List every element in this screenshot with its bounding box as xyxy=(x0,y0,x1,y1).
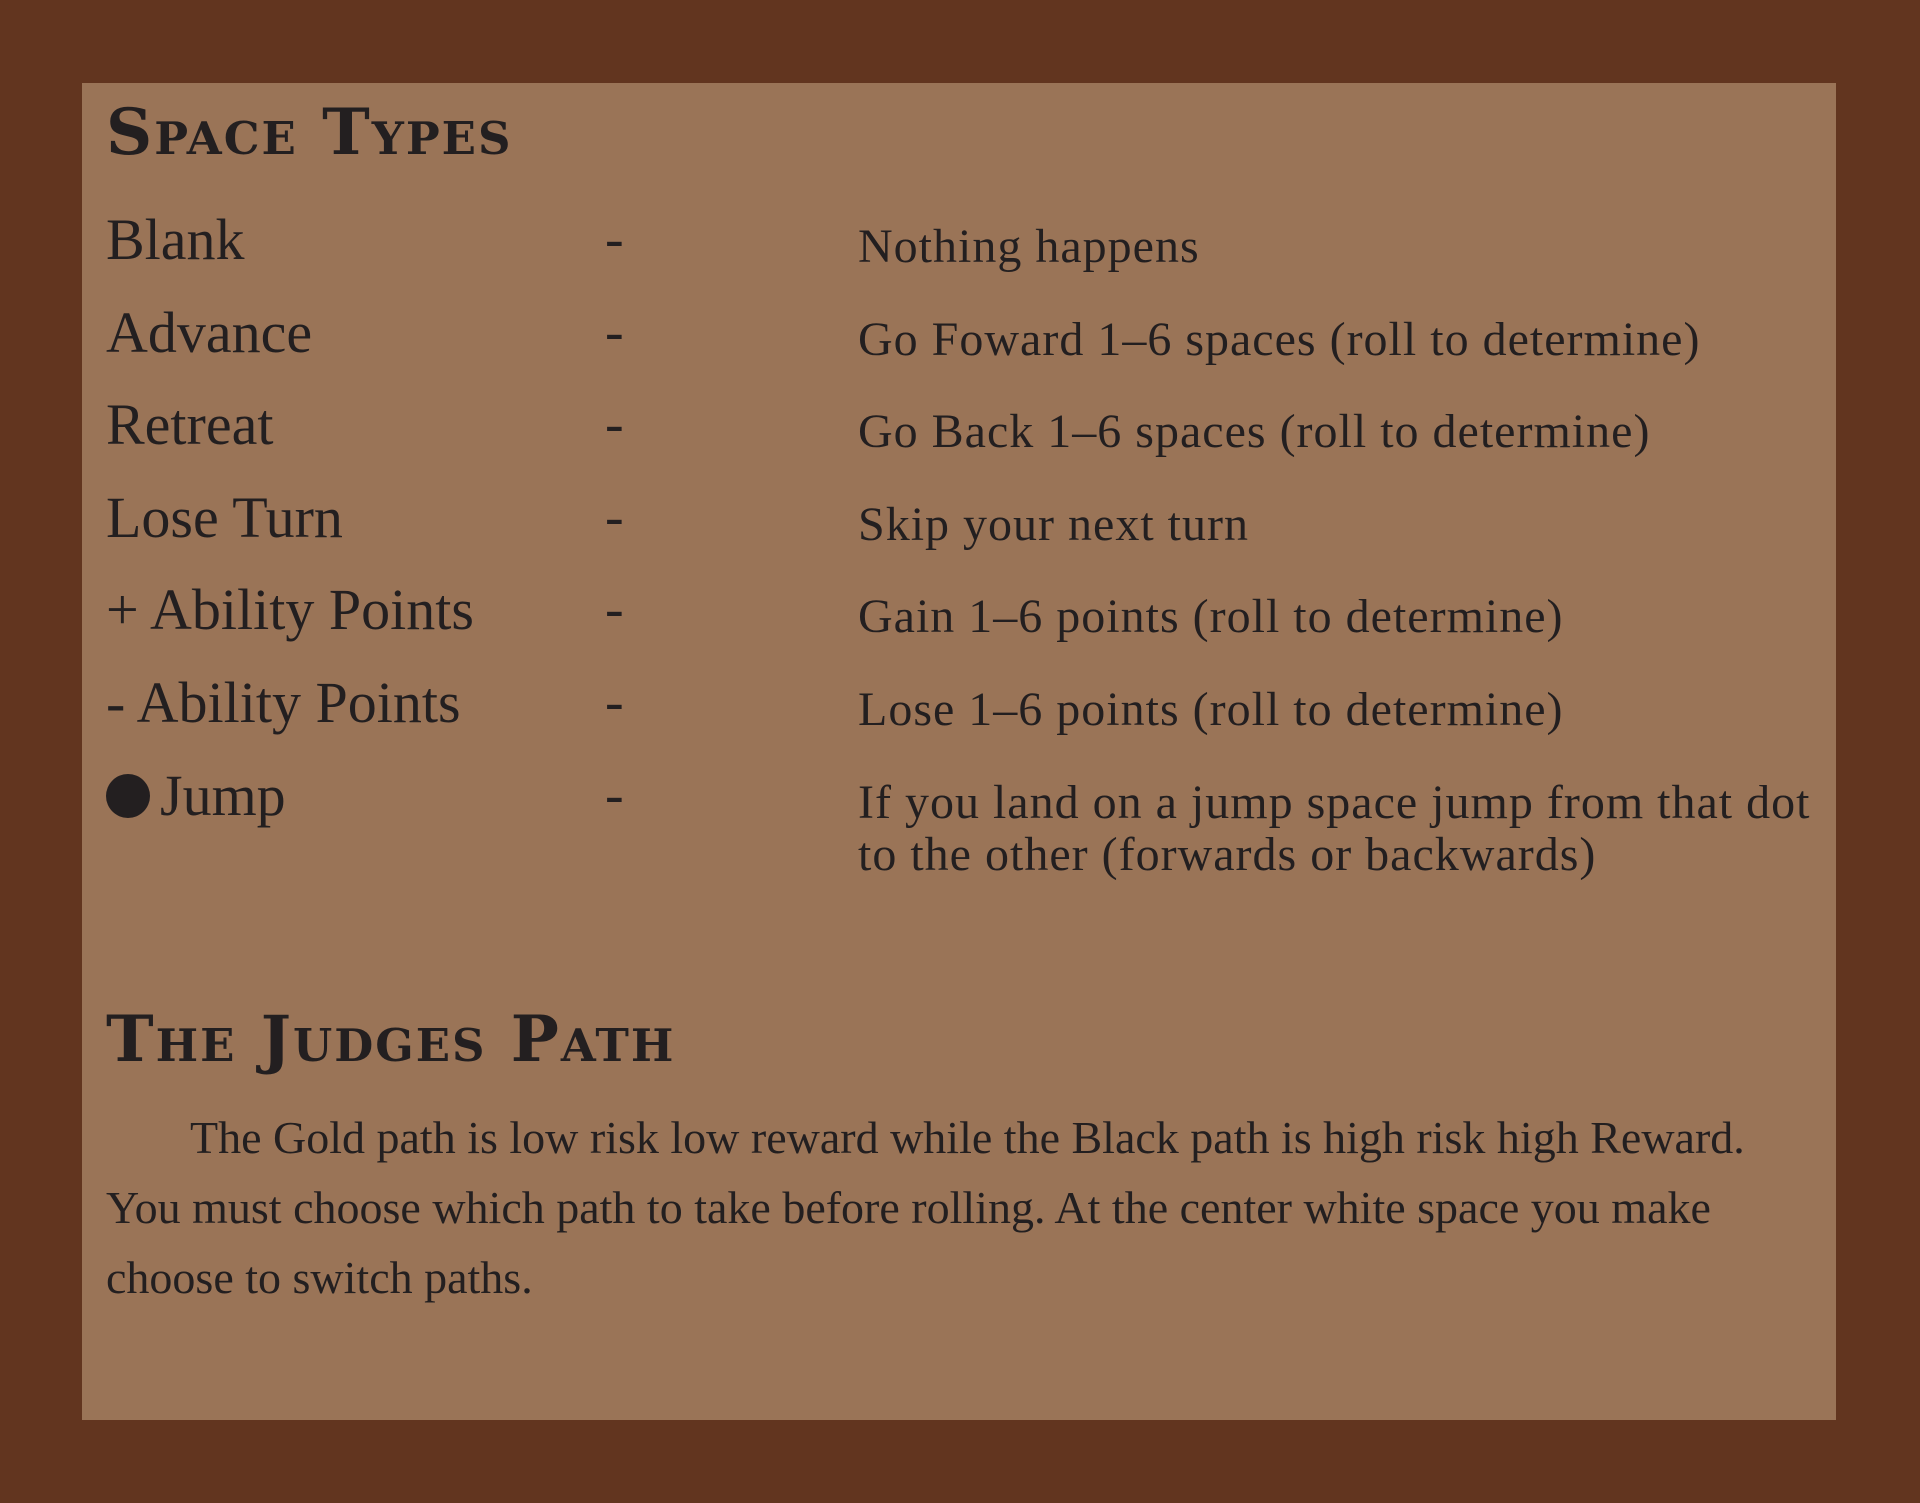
dash-separator: - xyxy=(605,208,624,270)
dash-separator: - xyxy=(605,764,624,826)
space-name: Jump xyxy=(160,763,286,828)
space-name: Retreat xyxy=(106,392,274,457)
dash-separator: - xyxy=(605,301,624,363)
dash-separator: - xyxy=(605,578,624,640)
space-description: Skip your next turn xyxy=(858,498,1249,551)
rules-panel xyxy=(82,83,1836,1420)
black-dot-icon xyxy=(106,774,150,818)
space-name-jump xyxy=(106,763,286,828)
space-types-heading: Space Types xyxy=(106,95,513,170)
space-description: Nothing happens xyxy=(858,220,1200,273)
dash-separator: - xyxy=(605,671,624,733)
space-description: Lose 1–6 points (roll to determine) xyxy=(858,683,1564,736)
space-name: + Ability Points xyxy=(106,577,474,642)
judges-path-heading: The Judges Path xyxy=(106,1002,676,1077)
space-name: Advance xyxy=(106,300,313,365)
space-description: If you land on a jump space jump from that dot to the other (forwards or backwards) xyxy=(858,776,1811,881)
space-name: Lose Turn xyxy=(106,485,343,550)
space-name: - Ability Points xyxy=(106,670,461,735)
dash-separator: - xyxy=(605,393,624,455)
dash-separator: - xyxy=(605,486,624,548)
space-name: Blank xyxy=(106,207,245,272)
space-description: Go Back 1–6 spaces (roll to determine) xyxy=(858,405,1651,458)
space-description: Go Foward 1–6 spaces (roll to determine) xyxy=(858,313,1701,366)
space-description: Gain 1–6 points (roll to determine) xyxy=(858,590,1564,643)
judges-path-paragraph: The Gold path is low risk low reward while the Black path is high risk high Reward. You must choose which path to take before rolling. At the center white space you make choose to switch paths. xyxy=(106,1112,1745,1303)
